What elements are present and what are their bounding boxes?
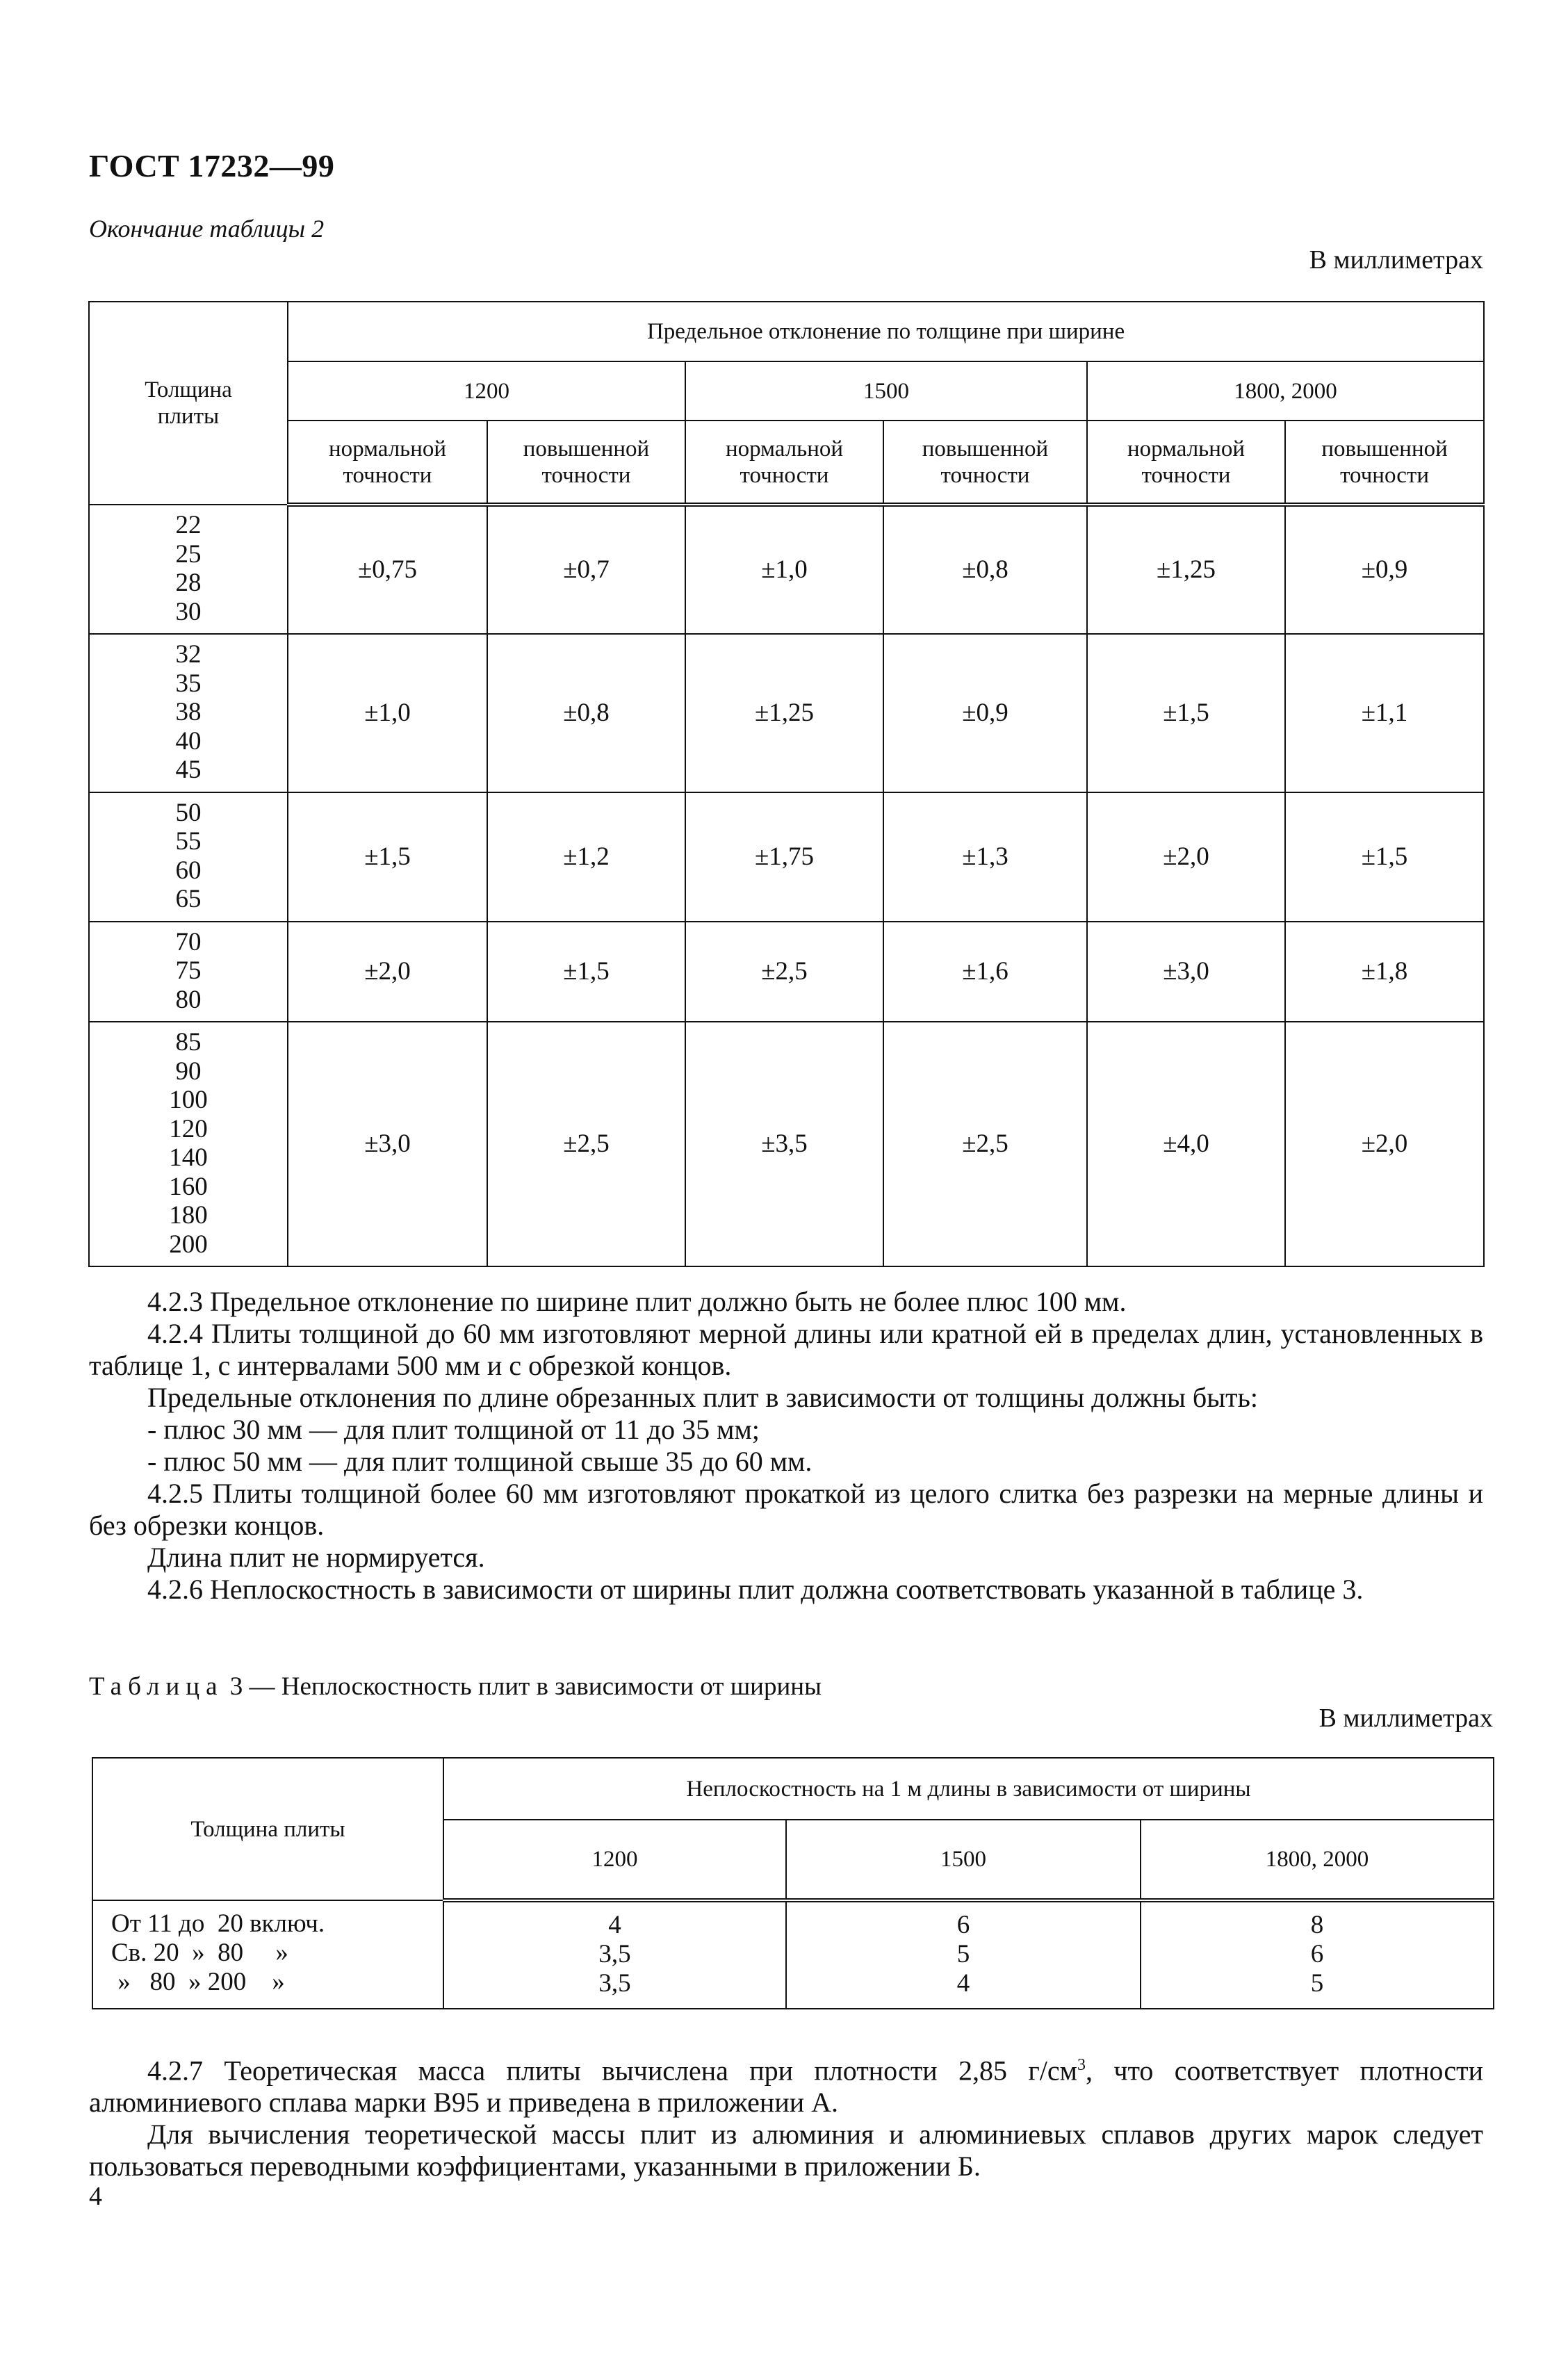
deviation-cell: ±1,0 (685, 505, 883, 634)
paragraph-4-2-7 (89, 2049, 1483, 2119)
paragraph-length-deviation: Предельные отклонения по длине обрезанных плит в зависимости от толщины должны быть: (147, 1382, 1258, 1413)
cell-value: 3,5 (598, 1940, 631, 1968)
range-item: » 80 » 200 » (111, 1968, 285, 1996)
table-row (89, 505, 1484, 634)
deviation-cell: ±0,75 (288, 505, 487, 634)
deviation-cell: ±1,6 (883, 922, 1087, 1022)
accuracy-header: повышенной точности (487, 421, 685, 505)
superscript: 3 (1077, 2056, 1086, 2074)
table-3-caption-text: 3 — Неплоскостность плит в зависимости от ширины (223, 1672, 822, 1701)
list-item: - плюс 30 мм — для плит толщиной от 11 до 35 мм; (147, 1414, 760, 1445)
thickness-value: 90 (175, 1056, 202, 1086)
deviation-cell: ±1,5 (487, 922, 685, 1022)
group-header-flatness: Неплоскостность на 1 м длины в зависимости от ширины (443, 1758, 1494, 1820)
range-item: От 11 до 20 включ. (111, 1909, 325, 1938)
accuracy-header: нормальной точности (288, 421, 487, 505)
cell-value: 4 (956, 1969, 970, 1998)
accuracy-header: повышенной точности (883, 421, 1087, 505)
deviation-cell: ±0,7 (487, 505, 685, 634)
thickness-value: 80 (175, 985, 202, 1014)
table-row (89, 634, 1484, 792)
thickness-value: 45 (175, 756, 202, 784)
thickness-cell (89, 634, 288, 792)
deviation-cell: ±1,25 (685, 634, 883, 792)
thickness-value: 50 (175, 798, 202, 827)
col-header-thickness: Толщина плиты (89, 302, 288, 505)
cell-value: 6 (956, 1911, 970, 1939)
cell-value: 8 (1310, 1911, 1324, 1939)
deviation-cell: ±1,75 (685, 792, 883, 922)
deviation-cell: ±1,5 (1087, 634, 1285, 792)
document-code: ГОСТ 17232—99 (89, 148, 335, 183)
thickness-ranges (92, 1900, 443, 2009)
values-1800-2000 (1141, 1900, 1494, 2009)
units-label: В миллиметрах (1318, 1704, 1493, 1733)
deviation-cell: ±1,5 (288, 792, 487, 922)
table-row (92, 1900, 1494, 2009)
width-header-1500: 1500 (685, 361, 1087, 421)
thickness-value: 32 (175, 640, 202, 669)
deviation-cell: ±2,5 (685, 922, 883, 1022)
thickness-value: 35 (175, 669, 202, 698)
thickness-cell (89, 922, 288, 1022)
thickness-cell (89, 1022, 288, 1266)
thickness-value: 65 (175, 885, 202, 913)
table-row (89, 1022, 1484, 1266)
deviation-cell: ±1,2 (487, 792, 685, 922)
thickness-value: 100 (169, 1086, 208, 1114)
paragraph-4-2-4: 4.2.4 Плиты толщиной до 60 мм изготовляют мерной длины или кратной ей в пределах длин, установленных в таблице 1, с интервалами 500 мм и с обрезкой концов. (89, 1318, 1483, 1381)
page-number: 4 (89, 2182, 102, 2211)
thickness-value: 180 (169, 1201, 208, 1230)
range-item: Св. 20 » 80 » (111, 1939, 288, 1967)
thickness-value: 75 (175, 956, 202, 985)
thickness-value: 30 (175, 597, 202, 626)
thickness-cell (89, 505, 288, 634)
section-4-2-7 (89, 2049, 1483, 2183)
deviation-cell: ±2,0 (1285, 1022, 1484, 1266)
deviation-cell: ±1,8 (1285, 922, 1484, 1022)
deviation-cell: ±2,5 (487, 1022, 685, 1266)
cell-value: 3,5 (598, 1969, 631, 1998)
cell-value: 4 (608, 1911, 621, 1939)
deviation-cell: ±0,9 (883, 634, 1087, 792)
deviation-cell: ±2,5 (883, 1022, 1087, 1266)
table-row (89, 792, 1484, 922)
paragraph-length-not-normalized: Длина плит не нормируется. (147, 1542, 485, 1573)
deviation-cell: ±1,1 (1285, 634, 1484, 792)
deviation-cell: ±2,0 (288, 922, 487, 1022)
deviation-cell: ±3,0 (288, 1022, 487, 1266)
thickness-value: 38 (175, 698, 202, 726)
thickness-value: 70 (175, 927, 202, 956)
paragraph-text: , что соответствует плотности алюминиевого сплава марки В95 и приведена в приложении А. (89, 2055, 1483, 2119)
deviation-cell: ±0,8 (883, 505, 1087, 634)
table-continuation-label: Окончание таблицы 2 (89, 215, 325, 243)
deviation-cell: ±1,25 (1087, 505, 1285, 634)
deviation-cell: ±3,5 (685, 1022, 883, 1266)
deviation-cell: ±2,0 (1087, 792, 1285, 922)
thickness-value: 40 (175, 726, 202, 756)
thickness-cell (89, 792, 288, 922)
table-3-caption (89, 1672, 822, 1702)
accuracy-header: нормальной точности (685, 421, 883, 505)
paragraph-4-2-3: 4.2.3 Предельное отклонение по ширине плит должно быть не более плюс 100 мм. (147, 1286, 1127, 1317)
values-1200 (443, 1900, 786, 2009)
thickness-value: 200 (169, 1230, 208, 1259)
thickness-value: 28 (175, 569, 202, 597)
paragraph-theoretical-mass-other-alloys: Для вычисления теоретической массы плит из алюминия и алюминиевых сплавов других марок следует пользоваться переводными коэффициентами, указанными в приложении Б. (89, 2119, 1483, 2183)
thickness-value: 120 (169, 1114, 208, 1143)
col-header-thickness: Толщина плиты (92, 1758, 443, 1900)
values-1500 (786, 1900, 1141, 2009)
width-header-1200: 1200 (288, 361, 685, 421)
thickness-value: 55 (175, 827, 202, 856)
deviation-cell: ±1,0 (288, 634, 487, 792)
thickness-value: 25 (175, 539, 202, 569)
thickness-value: 160 (169, 1172, 208, 1201)
width-header-1800-2000: 1800, 2000 (1087, 361, 1484, 421)
deviation-cell: ±3,0 (1087, 922, 1285, 1022)
group-header-deviation: Предельное отклонение по толщине при ширине (288, 302, 1484, 361)
accuracy-header: повышенной точности (1285, 421, 1484, 505)
table-row (89, 922, 1484, 1022)
cell-value: 5 (1310, 1969, 1324, 1998)
table-2-thickness-deviation (88, 301, 1485, 1267)
deviation-cell: ±1,3 (883, 792, 1087, 922)
table-3-caption-prefix: Таблица (89, 1672, 224, 1701)
width-header-1500: 1500 (786, 1820, 1141, 1900)
thickness-value: 85 (175, 1028, 202, 1056)
thickness-value: 140 (169, 1143, 208, 1172)
section-4-2-3-to-4-2-6 (89, 1286, 1483, 1606)
cell-value: 6 (1310, 1940, 1324, 1968)
units-label: В миллиметрах (1309, 245, 1483, 275)
width-header-1200: 1200 (443, 1820, 786, 1900)
deviation-cell: ±1,5 (1285, 792, 1484, 922)
width-header-1800-2000: 1800, 2000 (1141, 1820, 1494, 1900)
deviation-cell: ±0,8 (487, 634, 685, 792)
deviation-cell: ±0,9 (1285, 505, 1484, 634)
table-3-flatness (92, 1757, 1494, 2009)
cell-value: 5 (956, 1940, 970, 1968)
list-item: - плюс 50 мм — для плит толщиной свыше 35 до 60 мм. (147, 1446, 812, 1477)
thickness-value: 60 (175, 856, 202, 885)
paragraph-4-2-6: 4.2.6 Неплоскостность в зависимости от ширины плит должна соответствовать указанной в таблице 3. (147, 1574, 1364, 1605)
paragraph-4-2-5: 4.2.5 Плиты толщиной более 60 мм изготовляют прокаткой из целого слитка без разрезки на мерные длины и без обрезки концов. (89, 1478, 1483, 1541)
accuracy-header: нормальной точности (1087, 421, 1285, 505)
deviation-cell: ±4,0 (1087, 1022, 1285, 1266)
thickness-value: 22 (175, 511, 202, 539)
paragraph-text: 4.2.7 Теоретическая масса плиты вычислена при плотности 2,85 г/см (147, 2055, 1077, 2087)
